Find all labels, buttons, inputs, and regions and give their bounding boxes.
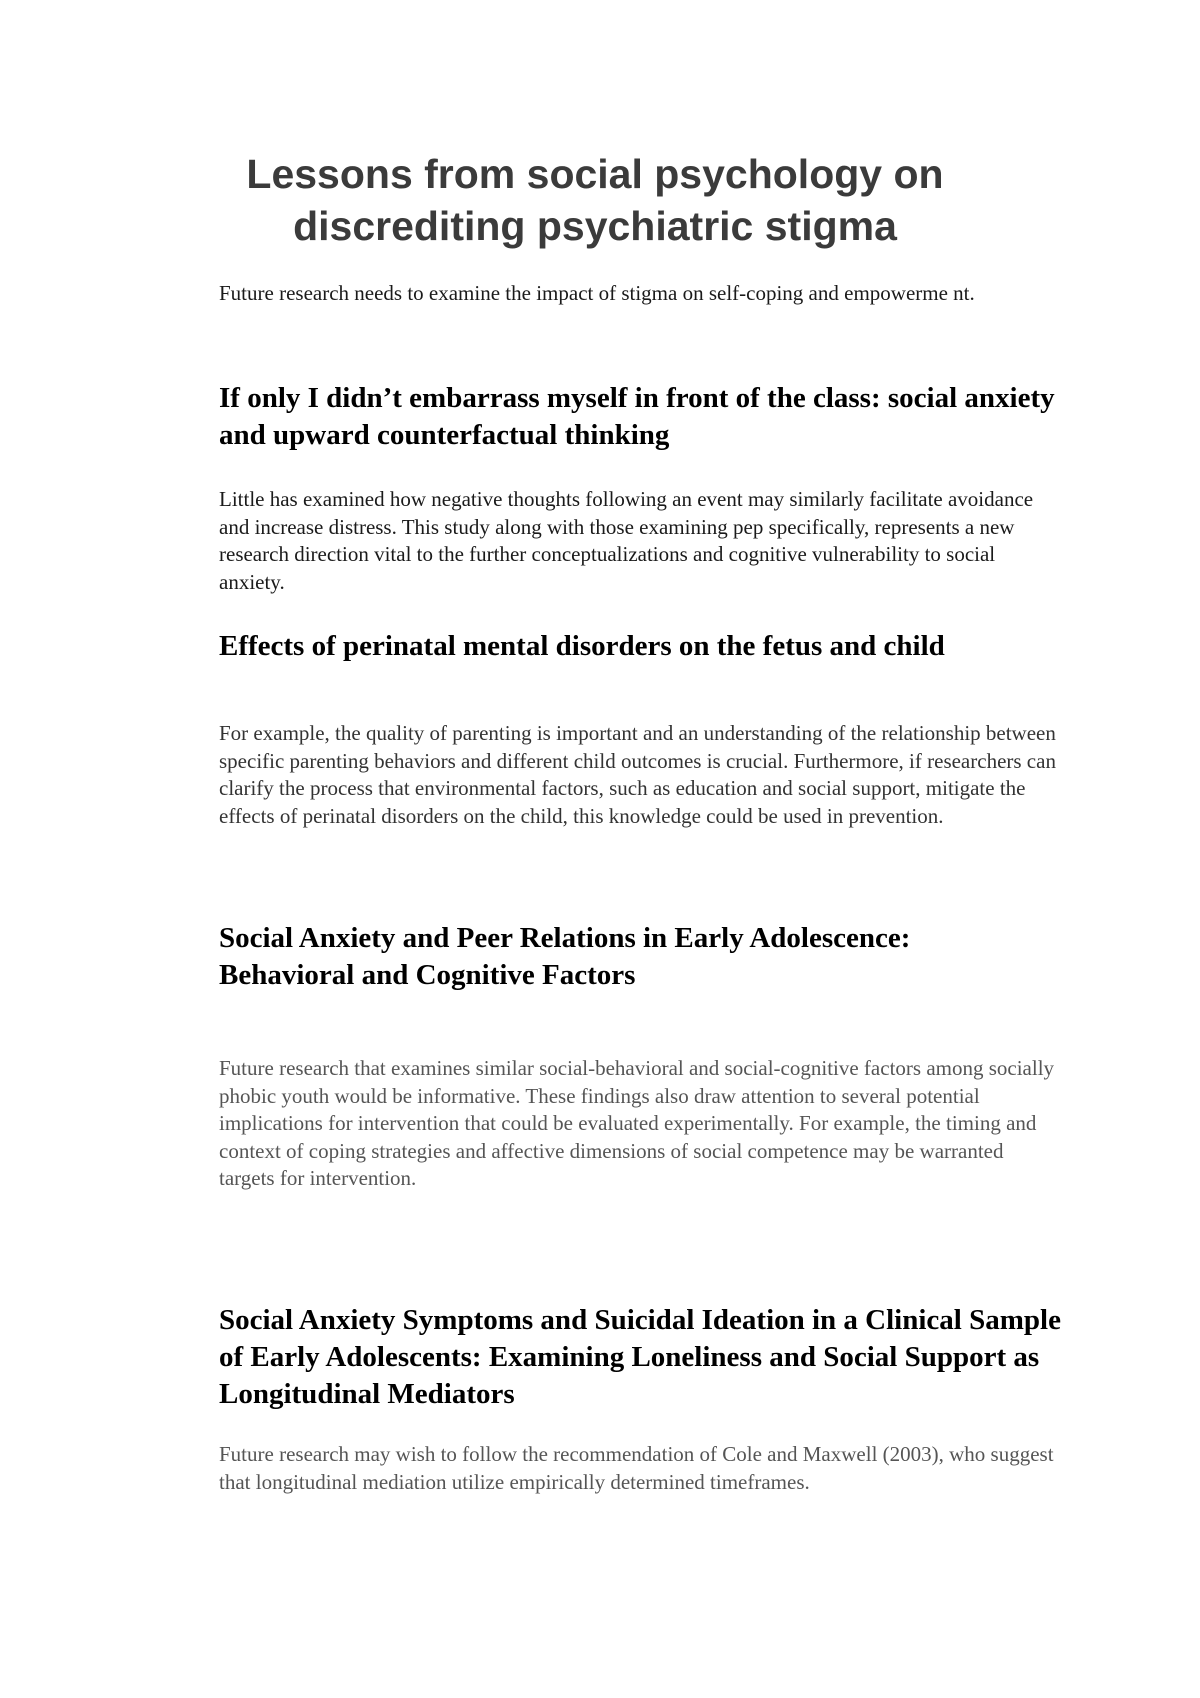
intro-paragraph: Future research needs to examine the impact of stigma on self-coping and empowerme nt. bbox=[219, 281, 975, 305]
section-body-peer-relations: Future research that examines similar social-behavioral and social-cognitive factors among socially phobic youth would be informative. These findings also draw attention to several potential implications for intervention that could be evaluated experimentally. For example, the timing and context of coping strategies and affective dimensions of social competence may be warranted targets for intervention. bbox=[219, 1056, 1055, 1190]
section-heading-peer-relations: Social Anxiety and Peer Relations in Early Adolescence: Behavioral and Cognitive Factors bbox=[219, 922, 911, 991]
section-body-suicidal-ideation: Future research may wish to follow the recommendation of Cole and Maxwell (2003), who suggest that longitudinal mediation utilize empirically determined timeframes. bbox=[219, 1442, 1054, 1494]
section-heading-counterfactual: If only I didn’t embarrass myself in front of the class: social anxiety and upward counterfactual thinking bbox=[219, 382, 1055, 451]
section-body-counterfactual: Little has examined how negative thoughts following an event may similarly facilitate avoidance and increase distress. This study along with those examining pep specifically, represents a new research direction vital to the further conceptualizations and cognitive vulnerability to social anxiety. bbox=[219, 487, 1034, 594]
section-heading-perinatal: Effects of perinatal mental disorders on the fetus and child bbox=[219, 630, 945, 662]
section-body-perinatal: For example, the quality of parenting is important and an understanding of the relationship between specific parenting behaviors and different child outcomes is crucial. Furthermore, if researchers can clarify the process that environmental factors, such as education and social support, mitigate the effects of perinatal disorders on the child, this knowledge could be used in prevention. bbox=[219, 721, 1056, 828]
section-heading-suicidal-ideation: Social Anxiety Symptoms and Suicidal Ideation in a Clinical Sample of Early Adolescents: Examining Loneliness and Social Support as Longitudinal Mediators bbox=[219, 1304, 1061, 1410]
document-title: Lessons from social psychology on discrediting psychiatric stigma bbox=[246, 151, 944, 249]
